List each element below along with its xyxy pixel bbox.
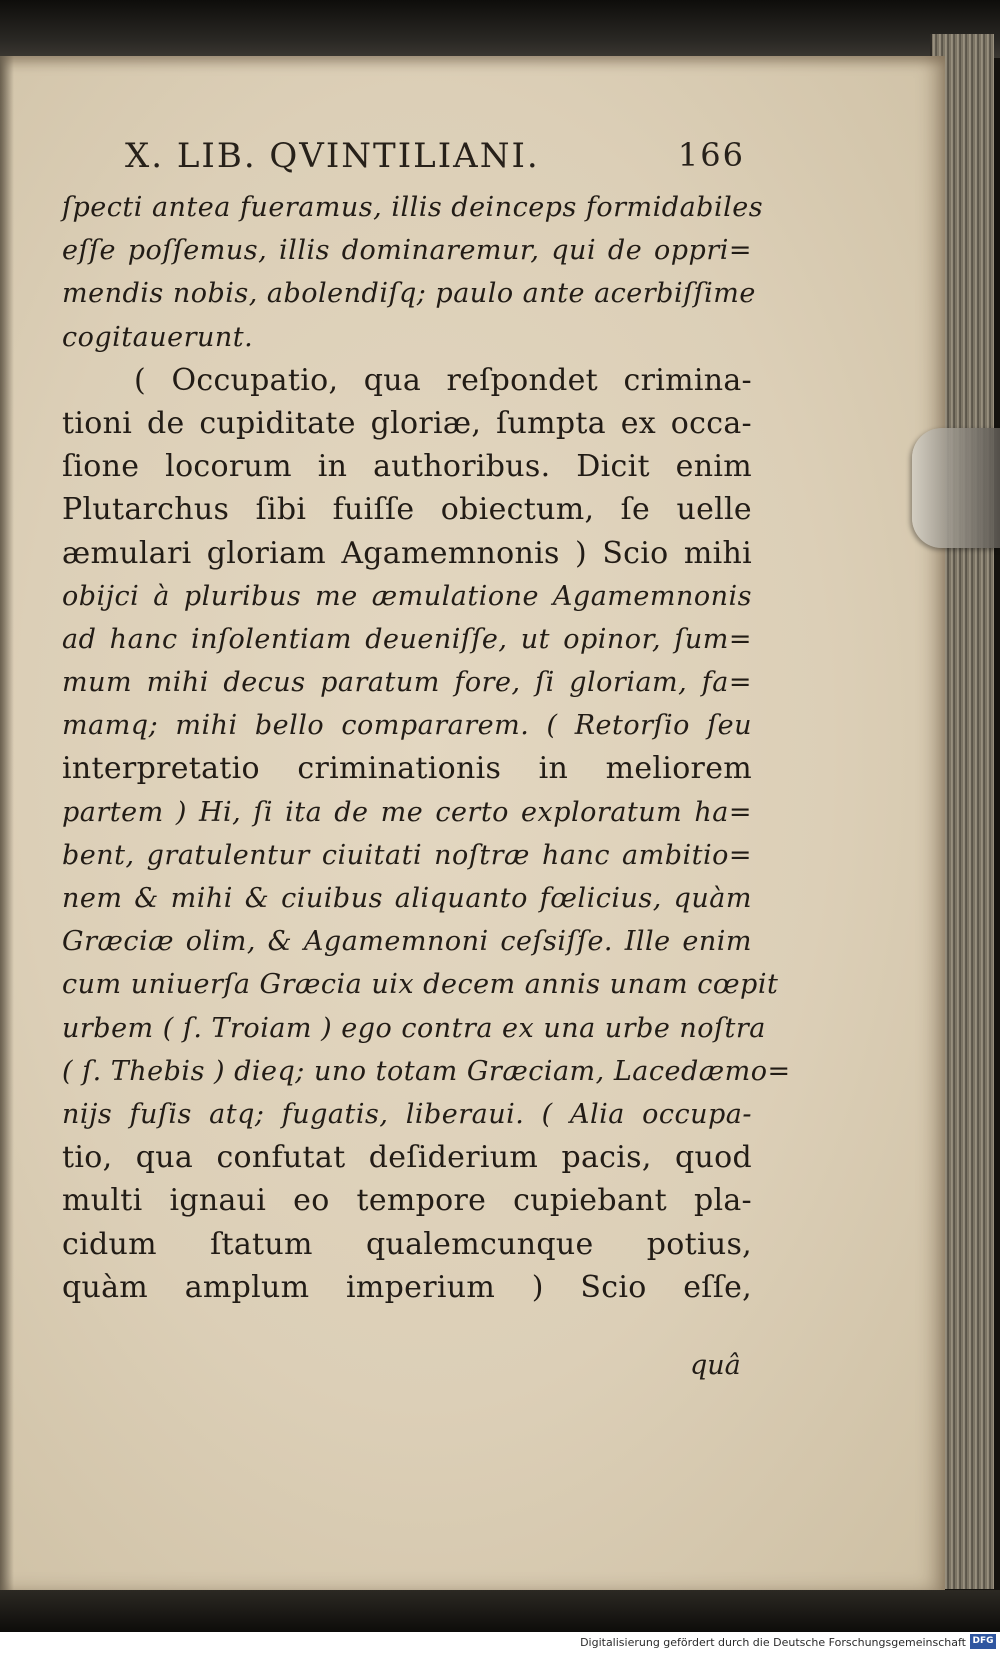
text-line: multi ignaui eo tempore cupiebant pla- [62, 1183, 752, 1219]
running-title: X. LIB. QVINTILIANI. [125, 136, 540, 176]
text-line: interpretatio criminationis in meliorem [62, 751, 752, 787]
text-line: urbem ( ſ. Troiam ) ego contra ex una urbe noſtra [62, 1012, 766, 1044]
text-line: obijci à pluribus me æmulatione Agamemnonis [62, 580, 752, 612]
text-line: tio, qua confutat deſiderium pacis, quod [62, 1140, 752, 1176]
catchword: quâ [690, 1350, 741, 1381]
text-line: cum uniuerſa Græcia uix decem annis unam cœpit [62, 969, 779, 1001]
text-line: nijs fuſis atq; fugatis, liberaui. ( Alia occupa- [62, 1098, 752, 1130]
text-line: partem ) Hi, ſi ita de me certo exploratum ha= [62, 796, 752, 828]
text-line: ( ſ. Thebis ) dieq; uno totam Græciam, Lacedæmo= [62, 1055, 791, 1087]
text-line: nem & mihi & ciuibus aliquanto fœlicius, quàm [62, 883, 752, 914]
text-line: Græciæ olim, & Agamemnoni ceſsiſſe. Ille enim [62, 926, 752, 958]
text-line: cogitauerunt. [62, 321, 254, 353]
footer-bar [0, 1632, 1000, 1653]
text-line: eſſe poſſemus, illis dominaremur, qui de oppri= [62, 235, 752, 267]
text-block [62, 186, 791, 1309]
text-line: Plutarchus ſibi fuiſſe obiectum, ſe uelle [62, 492, 752, 528]
text-line: bent, gratulentur ciuitati noſtræ hanc ambitio= [62, 839, 752, 871]
footer-credit: Digitalisierung gefördert durch die Deutsche Forschungsgemeinschaft [580, 1636, 966, 1649]
text-line: ſione locorum in authoribus. Dicit enim [62, 449, 752, 485]
book-bottom-edge [0, 1590, 1000, 1632]
text-line: ( Occupatio, qua reſpondet crimina- [134, 362, 752, 398]
text-line: cidum ſtatum qualemcunque potius, [62, 1226, 752, 1262]
text-line: mendis nobis, abolendiſq; paulo ante acerbiſſime [62, 278, 756, 310]
text-line: mamq; mihi bello compararem. ( Retorſio ſeu [62, 710, 752, 742]
text-line: ſpecti antea fueramus, illis deinceps formidabiles [62, 192, 764, 223]
text-line: quàm amplum imperium ) Scio eſſe, [62, 1269, 752, 1305]
page-gutter [0, 56, 14, 1592]
dfg-logo: DFG [970, 1634, 996, 1649]
text-line: tioni de cupiditate gloriæ, ſumpta ex occa- [62, 405, 752, 441]
page-clip [912, 428, 1000, 548]
page-header [125, 130, 745, 180]
page-number: 166 [677, 136, 745, 174]
book-top-edge [0, 0, 1000, 58]
text-line: æmulari gloriam Agamemnonis ) Scio mihi [62, 535, 752, 571]
text-line: ad hanc inſolentiam deueniſſe, ut opinor, ſum= [62, 623, 752, 655]
text-line: mum mihi decus paratum fore, ſi gloriam, fa= [62, 667, 752, 699]
